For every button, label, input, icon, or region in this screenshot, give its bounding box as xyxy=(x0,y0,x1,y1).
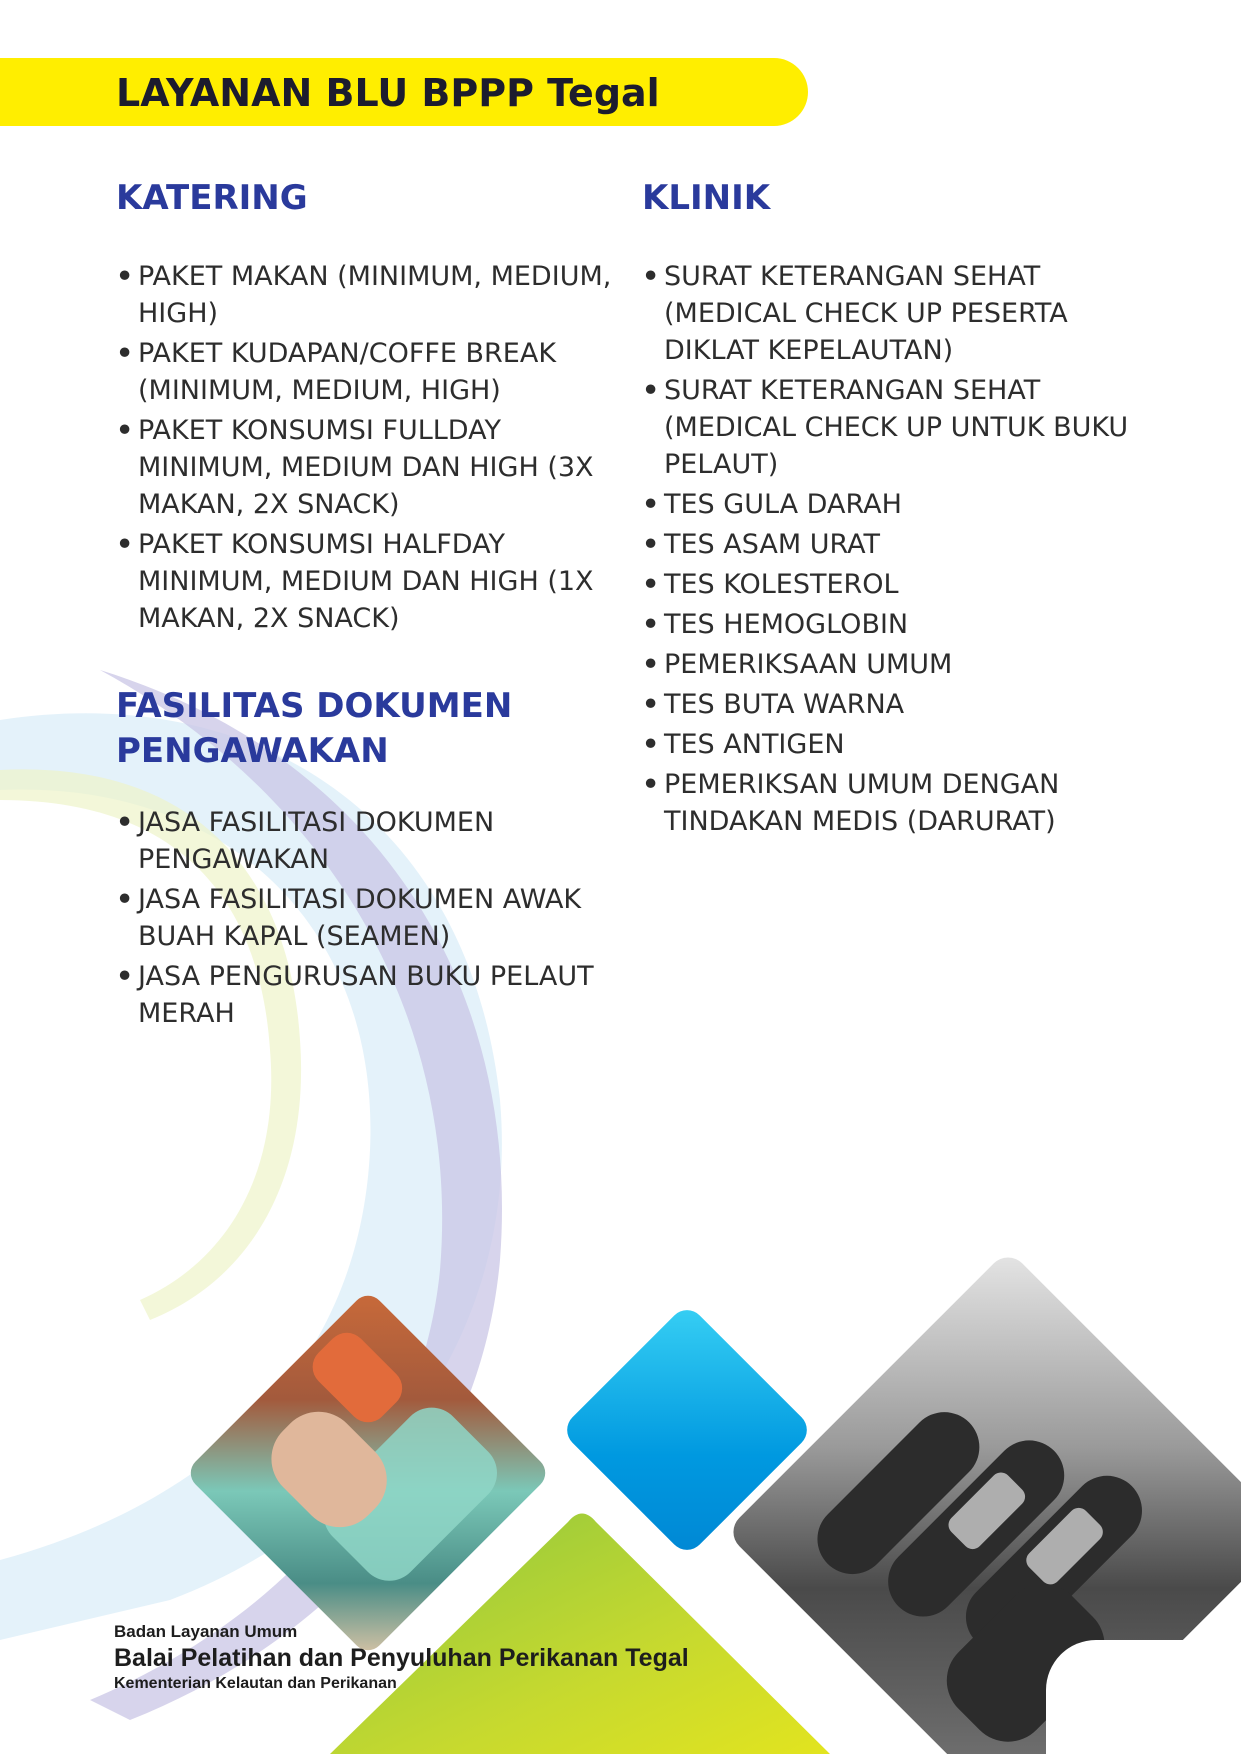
list-item: • JASA PENGURUSAN BUKU PELAUT MERAH xyxy=(116,958,616,1032)
list-item: • PAKET KONSUMSI HALFDAY MINIMUM, MEDIUM DAN HIGH (1X MAKAN, 2X SNACK) xyxy=(116,526,616,637)
list-item: • PAKET KUDAPAN/COFFE BREAK (MINIMUM, MEDIUM, HIGH) xyxy=(116,335,616,409)
list-item: • JASA FASILITASI DOKUMEN PENGAWAKAN xyxy=(116,804,616,878)
page-title: LAYANAN BLU BPPP Tegal xyxy=(116,71,660,115)
footer-ministry: Kementerian Kelautan dan Perikanan xyxy=(114,1675,397,1692)
list-item: • TES BUTA WARNA xyxy=(642,686,1142,723)
list-item: • PAKET MAKAN (MINIMUM, MEDIUM, HIGH) xyxy=(116,258,616,332)
list-item: • TES ASAM URAT xyxy=(642,526,1142,563)
list-item: • TES HEMOGLOBIN xyxy=(642,606,1142,643)
list-item: • PEMERIKSAN UMUM DENGAN TINDAKAN MEDIS (DARURAT) xyxy=(642,766,1142,840)
list-item: • PEMERIKSAAN UMUM xyxy=(642,646,1142,683)
list-item: • SURAT KETERANGAN SEHAT (MEDICAL CHECK UP UNTUK BUKU PELAUT) xyxy=(642,372,1142,483)
list-item: • JASA FASILITASI DOKUMEN AWAK BUAH KAPAL (SEAMEN) xyxy=(116,881,616,955)
footer-org-name: Balai Pelatihan dan Penyuluhan Perikanan Tegal xyxy=(114,1644,689,1672)
catering-heading: KATERING xyxy=(116,178,308,218)
documents-heading-line1: FASILITAS DOKUMEN xyxy=(116,686,513,726)
list-item: • PAKET KONSUMSI FULLDAY MINIMUM, MEDIUM DAN HIGH (3X MAKAN, 2X SNACK) xyxy=(116,412,616,523)
corner-shape xyxy=(1046,1640,1241,1754)
documents-heading-line2: PENGAWAKAN xyxy=(116,731,389,771)
list-item: • TES GULA DARAH xyxy=(642,486,1142,523)
list-item: • TES ANTIGEN xyxy=(642,726,1142,763)
list-item: • SURAT KETERANGAN SEHAT (MEDICAL CHECK UP PESERTA DIKLAT KEPELAUTAN) xyxy=(642,258,1142,369)
clinic-heading: KLINIK xyxy=(642,178,771,218)
list-item: • TES KOLESTEROL xyxy=(642,566,1142,603)
footer-org-type: Badan Layanan Umum xyxy=(114,1622,298,1641)
